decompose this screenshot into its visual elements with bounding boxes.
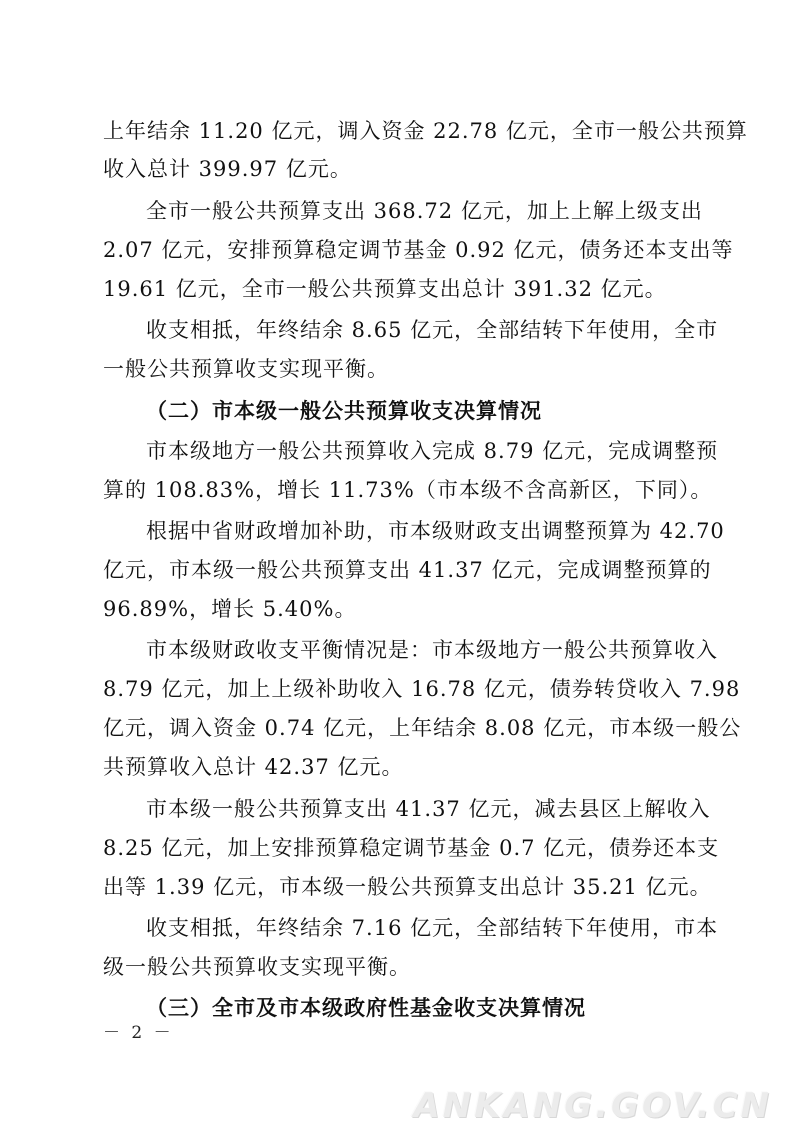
section-heading: （三）全市及市本级政府性基金收支决算情况 — [146, 996, 586, 1020]
body-text-line: 根据中省财政增加补助，市本级财政支出调整预算为 42.70 — [146, 519, 725, 543]
body-text-line: 市本级财政收支平衡情况是：市本级地方一般公共预算收入 — [146, 638, 718, 662]
body-text-line: 算的 108.83%，增长 11.73%（市本级不含高新区，下同）。 — [103, 478, 713, 502]
site-watermark: ANKANG.GOV.CN — [413, 1086, 772, 1126]
body-text-line: 2.07 亿元，安排预算稳定调节基金 0.92 亿元，债务还本支出等 — [103, 238, 734, 262]
body-text-line: 19.61 亿元，全市一般公共预算支出总计 391.32 亿元。 — [103, 277, 667, 301]
body-text-line: 市本级一般公共预算支出 41.37 亿元，减去县区上解收入 — [146, 797, 711, 821]
page-number: － 2 － — [103, 1023, 174, 1043]
body-text-line: 出等 1.39 亿元，市本级一般公共预算支出总计 35.21 亿元。 — [103, 875, 712, 899]
body-text-line: 亿元，调入资金 0.74 亿元，上年结余 8.08 亿元，市本级一般公 — [103, 716, 742, 740]
body-text-line: 级一般公共预算收支实现平衡。 — [103, 955, 411, 979]
body-text-line: 全市一般公共预算支出 368.72 亿元，加上上解上级支出 — [146, 199, 703, 223]
body-text-line: 共预算收入总计 42.37 亿元。 — [103, 755, 404, 779]
body-text-line: 市本级地方一般公共预算收入完成 8.79 亿元，完成调整预 — [146, 439, 719, 463]
body-text-line: 96.89%，增长 5.40%。 — [103, 597, 357, 621]
body-text-line: 亿元，市本级一般公共预算支出 41.37 亿元，完成调整预算的 — [103, 558, 712, 582]
body-text-line: 收入总计 399.97 亿元。 — [103, 157, 352, 181]
body-text-line: 上年结余 11.20 亿元，调入资金 22.78 亿元，全市一般公共预算 — [103, 119, 748, 143]
body-text-line: 一般公共预算收支实现平衡。 — [103, 357, 389, 381]
body-text-line: 8.79 亿元，加上上级补助收入 16.78 亿元，债券转贷收入 7.98 — [103, 677, 741, 701]
body-text-line: 8.25 亿元，加上安排预算稳定调节基金 0.7 亿元，债券还本支 — [103, 836, 720, 860]
body-text-line: 收支相抵，年终结余 8.65 亿元，全部结转下年使用，全市 — [146, 318, 719, 342]
section-heading: （二）市本级一般公共预算收支决算情况 — [146, 399, 542, 423]
body-text-line: 收支相抵，年终结余 7.16 亿元，全部结转下年使用，市本 — [146, 916, 719, 940]
